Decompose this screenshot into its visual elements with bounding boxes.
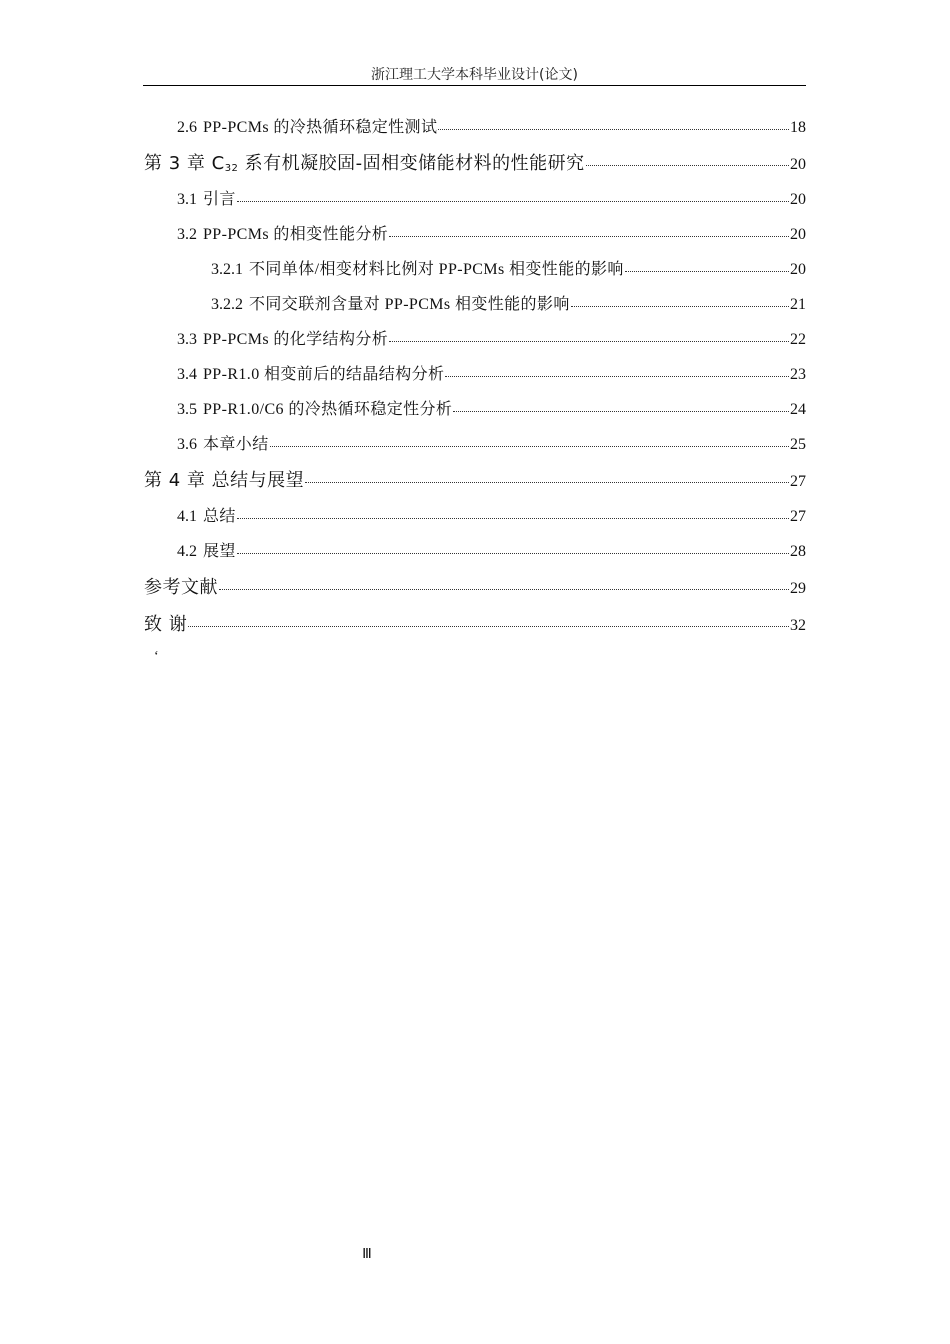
toc-page-number: 32: [790, 617, 806, 634]
toc-page-number: 20: [790, 226, 806, 243]
toc-number: 3.5: [177, 401, 197, 418]
toc-page-number: 29: [790, 580, 806, 597]
dot-leader: [188, 626, 789, 627]
toc-page-number: 18: [790, 119, 806, 136]
toc-subscript: 32: [224, 163, 239, 174]
toc-number: 2.6: [177, 119, 197, 136]
toc-page-number: 20: [790, 261, 806, 278]
toc-entry-3-2[interactable]: [177, 223, 806, 247]
toc-entry-3-2-2[interactable]: [211, 293, 806, 317]
dot-leader: [237, 553, 789, 554]
running-header: 浙江理工大学本科毕业设计(论文): [371, 67, 578, 83]
toc-title: PP-R1.0 相变前后的结晶结构分析: [203, 366, 445, 383]
toc-number: 3.2.1: [211, 261, 243, 278]
toc-page-number: 22: [790, 331, 806, 348]
dot-leader: [389, 341, 789, 342]
toc-entry-3-5[interactable]: [177, 398, 806, 422]
toc-entry-chapter-4[interactable]: [144, 469, 806, 493]
toc-page-number: 23: [790, 366, 806, 383]
dot-leader: [445, 376, 789, 377]
toc-entry-3-1[interactable]: [177, 188, 806, 212]
dot-leader: [586, 165, 789, 166]
toc-number: 3.2.2: [211, 296, 243, 313]
toc-chapter-suffix: 系有机凝胶固-固相变储能材料的性能研究: [238, 153, 585, 174]
toc-entry-chapter-3[interactable]: [144, 152, 806, 176]
toc-title: 不同单体/相变材料比例对 PP-PCMs 相变性能的影响: [249, 261, 624, 278]
stray-quote-mark: ‘: [154, 649, 159, 664]
toc-title: 不同交联剂含量对 PP-PCMs 相变性能的影响: [249, 296, 570, 313]
toc-number: 4.1: [177, 508, 197, 525]
dot-leader: [453, 411, 789, 412]
toc-chapter-title: 参考文献: [144, 577, 218, 598]
toc-page-number: 27: [790, 508, 806, 525]
toc-page-number: 27: [790, 473, 806, 490]
dot-leader: [237, 518, 789, 519]
toc-number: 4.2: [177, 543, 197, 560]
toc-title: PP-R1.0/C6 的冷热循环稳定性分析: [203, 401, 453, 418]
toc-title: 展望: [203, 543, 236, 560]
toc-entry-3-4[interactable]: [177, 363, 806, 387]
toc-entry-4-2[interactable]: [177, 540, 806, 564]
toc-entry-2-6[interactable]: [177, 116, 806, 140]
toc-title: PP-PCMs 的相变性能分析: [203, 226, 389, 243]
dot-leader: [270, 446, 789, 447]
toc-entry-acknowledgements[interactable]: [144, 613, 806, 637]
toc-page-number: 21: [790, 296, 806, 313]
toc-entry-references[interactable]: [144, 576, 806, 600]
toc-title: 总结: [203, 508, 236, 525]
dot-leader: [389, 236, 789, 237]
toc-entry-3-3[interactable]: [177, 328, 806, 352]
toc-number: 3.4: [177, 366, 197, 383]
page-number: Ⅲ: [362, 1247, 372, 1262]
toc-page-number: 20: [790, 156, 806, 173]
toc-chapter-prefix: 第 3 章 C: [144, 153, 225, 174]
toc-page-number: 28: [790, 543, 806, 560]
dot-leader: [571, 306, 789, 307]
toc-number: 3.1: [177, 191, 197, 208]
dot-leader: [237, 201, 789, 202]
dot-leader: [219, 589, 789, 590]
toc-page-number: 24: [790, 401, 806, 418]
toc-entry-3-2-1[interactable]: [211, 258, 806, 282]
toc-page-number: 25: [790, 436, 806, 453]
toc-entry-3-6[interactable]: [177, 433, 806, 457]
toc-chapter-title: 致 谢: [144, 614, 188, 635]
toc-title: PP-PCMs 的化学结构分析: [203, 331, 389, 348]
toc-title: PP-PCMs 的冷热循环稳定性测试: [203, 119, 438, 136]
toc-title: 引言: [203, 191, 236, 208]
dot-leader: [625, 271, 789, 272]
toc-page-number: 20: [790, 191, 806, 208]
dot-leader: [438, 129, 789, 130]
toc-number: 3.3: [177, 331, 197, 348]
toc-title: 本章小结: [203, 436, 269, 453]
dot-leader: [305, 482, 789, 483]
toc-chapter-title: 第 4 章 总结与展望: [144, 470, 305, 491]
toc-chapter-title: [144, 152, 585, 181]
toc-number: 3.2: [177, 226, 197, 243]
toc-number: 3.6: [177, 436, 197, 453]
toc-entry-4-1[interactable]: [177, 505, 806, 529]
